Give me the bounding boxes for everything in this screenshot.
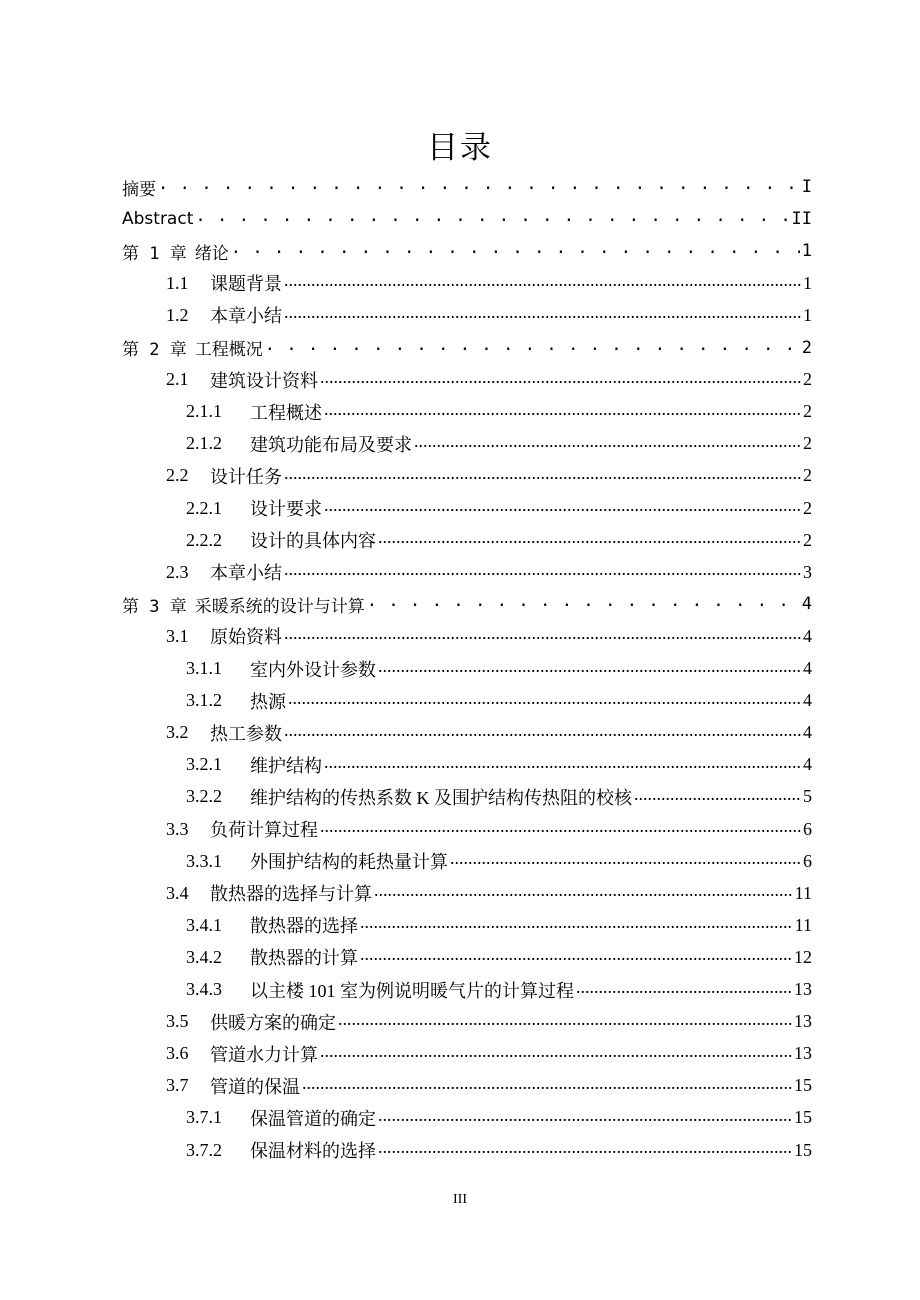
toc-entry-title: 本章小结	[210, 306, 282, 327]
toc-entry-page: 6	[803, 818, 812, 839]
toc-entry-page: 15	[794, 1107, 812, 1128]
dot-leader	[320, 820, 801, 838]
toc-entry[interactable]	[186, 1135, 812, 1165]
dot-leader	[367, 595, 800, 613]
toc-entry[interactable]	[122, 589, 812, 619]
dot-leader	[378, 1109, 792, 1127]
toc-entry[interactable]	[166, 268, 812, 298]
dot-leader	[284, 627, 801, 645]
toc-entry-number: 第 1 章	[122, 243, 187, 264]
dot-leader	[360, 916, 793, 934]
toc-entry-title: 以主楼 101 室为例说明暖气片的计算过程	[250, 980, 574, 1001]
dot-leader	[576, 981, 792, 999]
toc-entry[interactable]	[166, 365, 812, 395]
toc-entry-title: 保温管道的确定	[250, 1108, 376, 1129]
toc-entry-title: 维护结构	[250, 755, 322, 776]
toc-entry[interactable]	[186, 1103, 812, 1133]
toc-entry[interactable]	[122, 172, 812, 202]
toc-entry[interactable]	[166, 300, 812, 330]
toc-entry-title: 原始资料	[210, 627, 282, 648]
toc-entry-title: 设计任务	[210, 466, 282, 487]
toc-entry-title: 散热器的计算	[250, 948, 358, 969]
toc-entry[interactable]	[166, 461, 812, 491]
dot-leader	[374, 884, 793, 902]
dot-leader	[231, 242, 800, 260]
toc-entry-page: 4	[803, 658, 812, 678]
toc-entry-number: 2.1	[166, 369, 189, 390]
toc-entry-number: 3.2	[166, 722, 189, 743]
toc-entry-number: 3.7	[166, 1075, 189, 1096]
toc-entry-page: 2	[801, 337, 812, 358]
toc-entry[interactable]	[122, 333, 812, 363]
toc-entry-number: 2.1.2	[186, 433, 222, 454]
toc-entry-page: 2	[803, 465, 812, 486]
toc-entry-title: Abstract	[122, 209, 194, 230]
toc-entry[interactable]	[186, 397, 812, 427]
toc-entry[interactable]	[186, 910, 812, 940]
toc-entry-page: 2	[803, 433, 812, 454]
toc-entry-title: 绪论	[194, 243, 229, 264]
toc-entry-title: 热源	[250, 691, 286, 712]
toc-entry-title: 管道的保温	[210, 1076, 300, 1097]
toc-entry-number: 第 3 章	[122, 596, 187, 617]
toc-entry[interactable]	[186, 525, 812, 555]
toc-entry[interactable]	[186, 942, 812, 972]
page-title: 目录	[427, 130, 493, 166]
toc-entry-number: 3.5	[166, 1011, 189, 1032]
toc-entry[interactable]	[186, 750, 812, 780]
toc-entry-number: 3.4	[166, 882, 189, 903]
dot-leader	[324, 756, 801, 774]
toc-entry-page: 4	[803, 690, 812, 711]
dot-leader	[265, 339, 800, 357]
toc-entry-number: 3.4.1	[186, 914, 222, 935]
toc-entry-number: 3.2.2	[186, 786, 222, 807]
toc-entry-title: 工程概述	[250, 402, 322, 423]
toc-entry-page: 4	[803, 625, 812, 646]
dot-leader	[324, 499, 801, 517]
toc-entry-number: 3.1.1	[186, 658, 222, 678]
toc-entry-page: 1	[801, 241, 812, 262]
toc-entry[interactable]	[166, 718, 812, 748]
toc-entry-page: 2	[803, 497, 812, 518]
dot-leader	[324, 403, 801, 421]
toc-entry-number: 3.1.2	[186, 690, 222, 711]
dot-leader	[288, 692, 801, 710]
toc-entry-page: II	[791, 209, 812, 230]
toc-entry[interactable]	[166, 1039, 812, 1069]
toc-entry-page: 5	[803, 786, 812, 807]
toc-entry-title: 摘要	[122, 179, 156, 200]
toc-entry-number: 2.1.1	[186, 401, 222, 422]
toc-entry-page: 4	[803, 722, 812, 743]
dot-leader	[378, 1141, 792, 1159]
toc-entry-title: 建筑功能布局及要求	[250, 434, 412, 455]
toc-entry-title: 本章小结	[210, 563, 282, 584]
toc-entry-title: 散热器的选择与计算	[210, 884, 372, 905]
toc-entry-title: 设计要求	[250, 499, 322, 519]
toc-entry-page: 1	[803, 272, 812, 293]
dot-leader	[284, 274, 801, 292]
toc-entry-page: 13	[794, 1043, 812, 1064]
toc-entry[interactable]	[186, 654, 812, 684]
toc-entry-page: 12	[794, 946, 812, 967]
toc-entry-number: 3.3.1	[186, 850, 222, 871]
toc-entry-title: 建筑设计资料	[210, 370, 318, 391]
dot-leader	[378, 531, 801, 549]
dot-leader	[634, 788, 801, 806]
toc-entry[interactable]	[186, 493, 812, 523]
toc-entry-number: 3.7.1	[186, 1107, 222, 1128]
dot-leader	[284, 563, 801, 581]
toc-entry-number: 第 2 章	[122, 340, 187, 360]
toc-entry-title: 设计的具体内容	[250, 531, 376, 552]
toc-entry-number: 3.2.1	[186, 754, 222, 775]
dot-leader	[158, 178, 800, 196]
toc-entry[interactable]	[186, 975, 812, 1005]
toc-entry-title: 热工参数	[210, 723, 282, 744]
toc-entry[interactable]	[186, 846, 812, 876]
toc-entry-title: 管道水力计算	[210, 1044, 318, 1065]
toc-entry-page: 6	[803, 850, 812, 871]
toc-entry-number: 3.1	[166, 625, 189, 646]
toc-entry-page: 2	[803, 401, 812, 422]
dot-leader	[302, 1077, 792, 1095]
toc-entry-page: 3	[803, 561, 812, 582]
toc-entry-title: 采暖系统的设计与计算	[194, 596, 365, 617]
toc-entry-number: 3.3	[166, 818, 189, 839]
dot-leader	[338, 1013, 792, 1031]
toc-entry-number: 2.2.2	[186, 529, 222, 550]
toc-entry-number: 3.4.2	[186, 946, 222, 967]
toc-entry-title: 维护结构的传热系数 K 及围护结构传热阻的校核	[250, 787, 632, 808]
toc-entry-page: 4	[803, 754, 812, 775]
toc-entry-page: 2	[803, 529, 812, 550]
dot-leader	[320, 1045, 792, 1063]
toc-entry[interactable]	[166, 814, 812, 844]
dot-leader	[378, 660, 801, 678]
toc-entry[interactable]	[166, 557, 812, 587]
toc-entry-title: 保温材料的选择	[250, 1141, 376, 1161]
dot-leader	[414, 435, 801, 453]
toc-entry-number: 3.6	[166, 1043, 189, 1064]
toc-entry-page: 13	[794, 1011, 812, 1032]
toc-entry-title: 外围护结构的耗热量计算	[250, 852, 448, 873]
toc-entry-page: 13	[794, 979, 812, 999]
toc-entry-title: 负荷计算过程	[210, 820, 318, 840]
dot-leader	[284, 467, 801, 485]
toc-entry[interactable]	[166, 621, 812, 651]
toc-entry-page: 15	[794, 1139, 812, 1160]
toc-entry[interactable]	[122, 236, 812, 266]
toc-entry[interactable]	[166, 1007, 812, 1037]
toc-entry-number: 3.4.3	[186, 979, 222, 999]
toc-entry[interactable]	[166, 878, 812, 908]
toc-entry-title: 室内外设计参数	[250, 659, 376, 680]
toc-entry[interactable]	[186, 429, 812, 459]
dot-leader	[284, 306, 801, 324]
toc-entry-page: 15	[794, 1075, 812, 1096]
toc-entry-page: 11	[794, 914, 812, 935]
toc-entry-number: 1.2	[166, 304, 189, 325]
dot-leader	[320, 371, 801, 389]
toc-entry-number: 1.1	[166, 272, 189, 293]
toc-entry-number: 2.2.1	[186, 497, 222, 518]
toc-entry-title: 散热器的选择	[250, 916, 358, 937]
toc-entry-title: 课题背景	[210, 274, 282, 295]
toc-entry[interactable]	[186, 782, 812, 812]
toc-entry-page: I	[801, 177, 812, 197]
page-number: III	[453, 1192, 467, 1207]
toc-entry-number: 3.7.2	[186, 1139, 222, 1160]
toc-entry[interactable]	[166, 1071, 812, 1101]
toc-entry-number: 2.2	[166, 465, 189, 486]
dot-leader	[195, 210, 789, 228]
toc-entry[interactable]	[186, 686, 812, 716]
toc-entry-page: 4	[801, 594, 812, 615]
dot-leader	[450, 852, 801, 870]
toc-entry-title: 工程概况	[194, 340, 263, 360]
toc-entry-number: 2.3	[166, 561, 189, 582]
toc-entry-page: 1	[803, 304, 812, 325]
toc-entry-title: 供暖方案的确定	[210, 1012, 336, 1033]
dot-leader	[360, 948, 792, 966]
toc-entry[interactable]	[122, 204, 812, 234]
toc-entry-page: 2	[803, 369, 812, 390]
toc-entry-page: 11	[794, 882, 812, 903]
dot-leader	[284, 724, 801, 742]
